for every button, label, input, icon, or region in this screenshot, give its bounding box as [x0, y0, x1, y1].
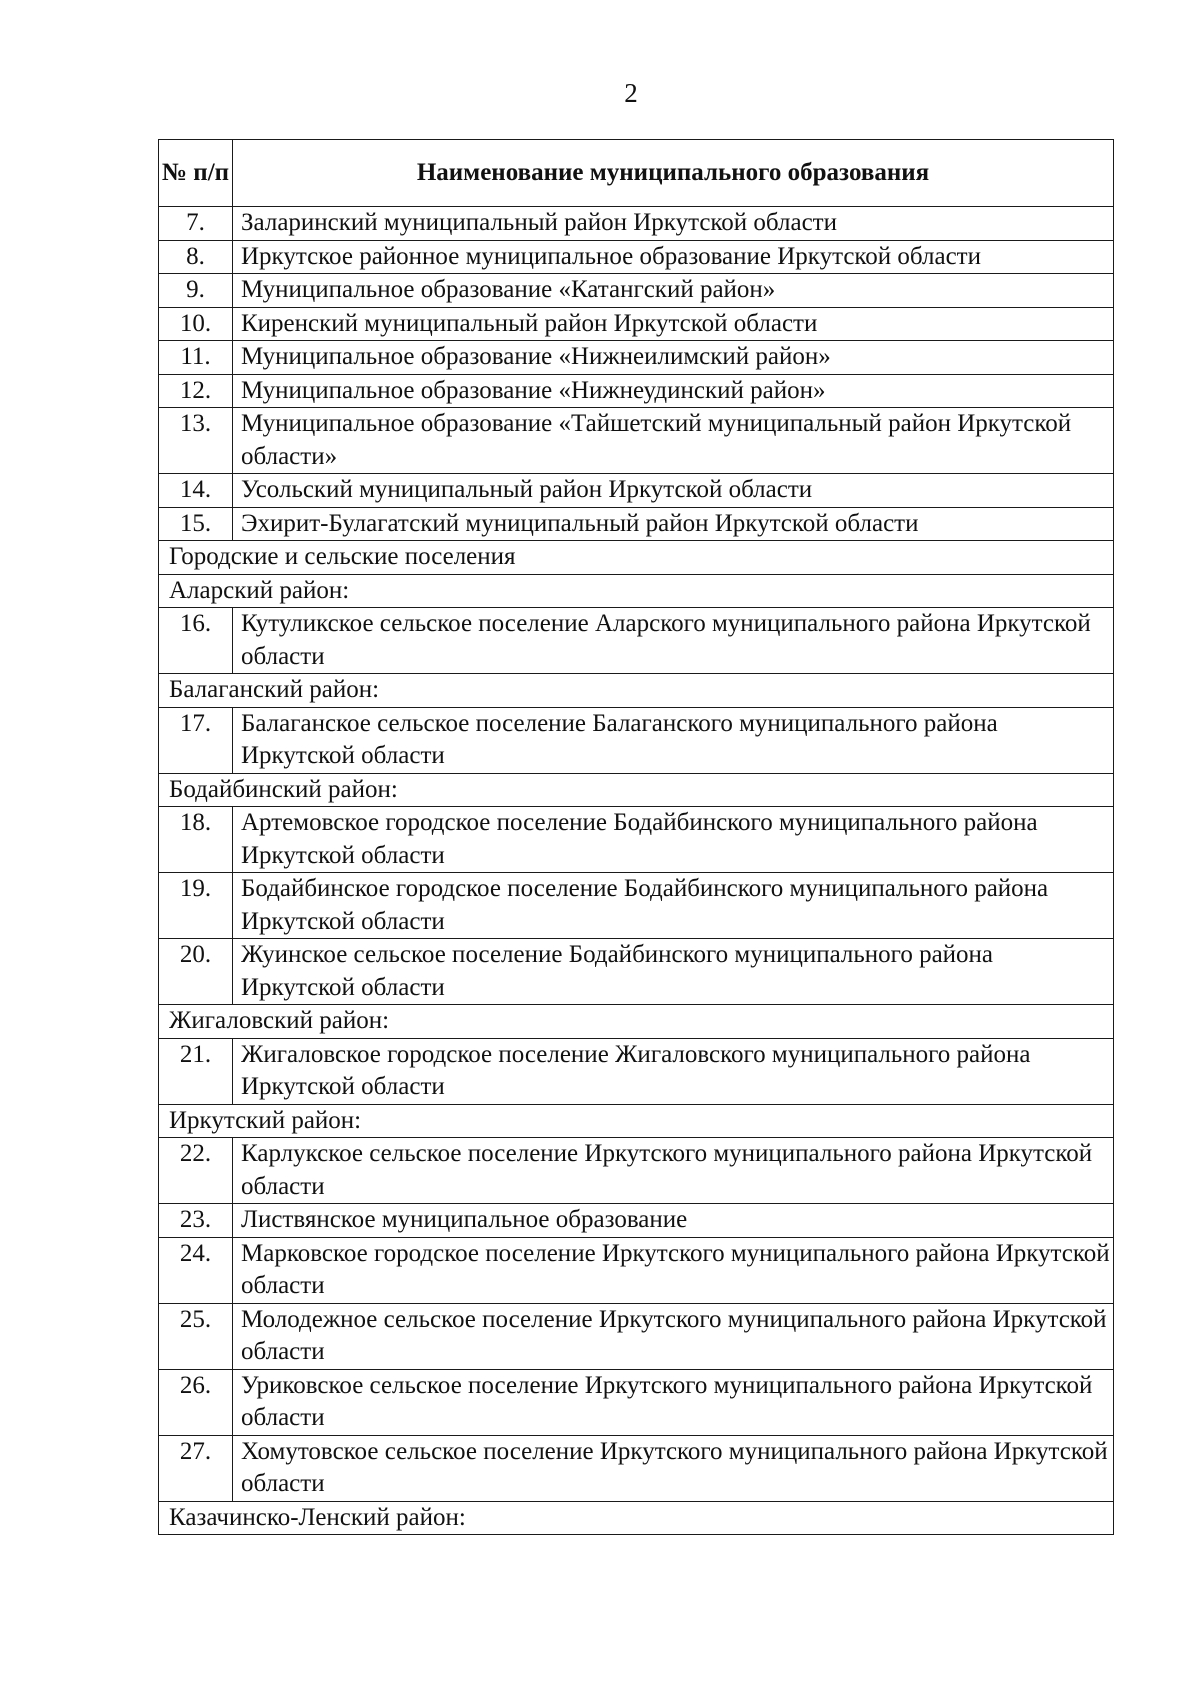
row-number: 10. — [159, 307, 233, 341]
row-number: 19. — [159, 873, 233, 939]
table-row — [159, 507, 1114, 541]
table-row — [159, 307, 1114, 341]
row-number: 18. — [159, 807, 233, 873]
row-name: Бодайбинское городское поселение Бодайбинского муниципального района Иркутской области — [233, 873, 1114, 939]
group-heading: Бодайбинский район: — [159, 773, 1114, 807]
group-heading: Жигаловский район: — [159, 1005, 1114, 1039]
row-name: Муниципальное образование «Нижнеилимский район» — [233, 341, 1114, 375]
row-number: 8. — [159, 240, 233, 274]
row-number: 26. — [159, 1369, 233, 1435]
row-name: Кутуликское сельское поселение Аларского муниципального района Иркутской области — [233, 608, 1114, 674]
table-header-row — [159, 140, 1114, 207]
row-number: 22. — [159, 1138, 233, 1204]
group-heading: Балаганский район: — [159, 674, 1114, 708]
row-number: 12. — [159, 374, 233, 408]
row-name: Марковское городское поселение Иркутского муниципального района Иркутской области — [233, 1237, 1114, 1303]
row-name: Иркутское районное муниципальное образование Иркутской области — [233, 240, 1114, 274]
header-name: Наименование муниципального образования — [233, 140, 1114, 207]
table-row — [159, 1038, 1114, 1104]
row-name: Усольский муниципальный район Иркутской области — [233, 474, 1114, 508]
table-row — [159, 474, 1114, 508]
row-name: Уриковское сельское поселение Иркутского муниципального района Иркутской области — [233, 1369, 1114, 1435]
row-number: 21. — [159, 1038, 233, 1104]
table-row — [159, 1237, 1114, 1303]
table-row — [159, 807, 1114, 873]
municipalities-table — [158, 139, 1114, 1535]
row-name: Балаганское сельское поселение Балаганского муниципального района Иркутской области — [233, 707, 1114, 773]
row-number: 15. — [159, 507, 233, 541]
table-row — [159, 707, 1114, 773]
row-number: 13. — [159, 408, 233, 474]
row-number: 17. — [159, 707, 233, 773]
table-row — [159, 939, 1114, 1005]
row-name: Муниципальное образование «Катангский район» — [233, 274, 1114, 308]
table-row — [159, 374, 1114, 408]
row-number: 16. — [159, 608, 233, 674]
row-number: 23. — [159, 1204, 233, 1238]
row-name: Муниципальное образование «Нижнеудинский район» — [233, 374, 1114, 408]
table-row — [159, 341, 1114, 375]
table-row — [159, 1303, 1114, 1369]
row-number: 7. — [159, 207, 233, 241]
row-name: Карлукское сельское поселение Иркутского муниципального района Иркутской области — [233, 1138, 1114, 1204]
header-number: № п/п — [159, 140, 233, 207]
row-name: Хомутовское сельское поселение Иркутского муниципального района Иркутской области — [233, 1435, 1114, 1501]
table-row — [159, 1369, 1114, 1435]
table-row — [159, 1138, 1114, 1204]
table-group-row — [159, 773, 1114, 807]
group-heading: Иркутский район: — [159, 1104, 1114, 1138]
group-heading: Аларский район: — [159, 574, 1114, 608]
group-heading: Казачинско-Ленский район: — [159, 1501, 1114, 1535]
table-group-row — [159, 1104, 1114, 1138]
page-number: 2 — [624, 78, 638, 108]
table-row — [159, 408, 1114, 474]
table-row — [159, 1435, 1114, 1501]
table-row — [159, 873, 1114, 939]
table-row — [159, 608, 1114, 674]
row-number: 9. — [159, 274, 233, 308]
table-body — [159, 207, 1114, 1535]
row-name: Молодежное сельское поселение Иркутского муниципального района Иркутской области — [233, 1303, 1114, 1369]
row-name: Жигаловское городское поселение Жигаловского муниципального района Иркутской области — [233, 1038, 1114, 1104]
row-name: Жуинское сельское поселение Бодайбинского муниципального района Иркутской области — [233, 939, 1114, 1005]
row-number: 27. — [159, 1435, 233, 1501]
row-name: Заларинский муниципальный район Иркутской области — [233, 207, 1114, 241]
table-row — [159, 274, 1114, 308]
row-name: Артемовское городское поселение Бодайбинского муниципального района Иркутской области — [233, 807, 1114, 873]
table-group-row — [159, 1501, 1114, 1535]
group-heading: Городские и сельские поселения — [159, 541, 1114, 575]
row-name: Муниципальное образование «Тайшетский муниципальный район Иркутской области» — [233, 408, 1114, 474]
table-row — [159, 240, 1114, 274]
table-group-row — [159, 541, 1114, 575]
table-row — [159, 1204, 1114, 1238]
table-group-row — [159, 574, 1114, 608]
row-number: 25. — [159, 1303, 233, 1369]
table-group-row — [159, 674, 1114, 708]
row-number: 14. — [159, 474, 233, 508]
row-number: 20. — [159, 939, 233, 1005]
table-group-row — [159, 1005, 1114, 1039]
row-number: 24. — [159, 1237, 233, 1303]
row-name: Киренский муниципальный район Иркутской области — [233, 307, 1114, 341]
row-name: Листвянское муниципальное образование — [233, 1204, 1114, 1238]
table-row — [159, 207, 1114, 241]
row-name: Эхирит-Булагатский муниципальный район Иркутской области — [233, 507, 1114, 541]
row-number: 11. — [159, 341, 233, 375]
